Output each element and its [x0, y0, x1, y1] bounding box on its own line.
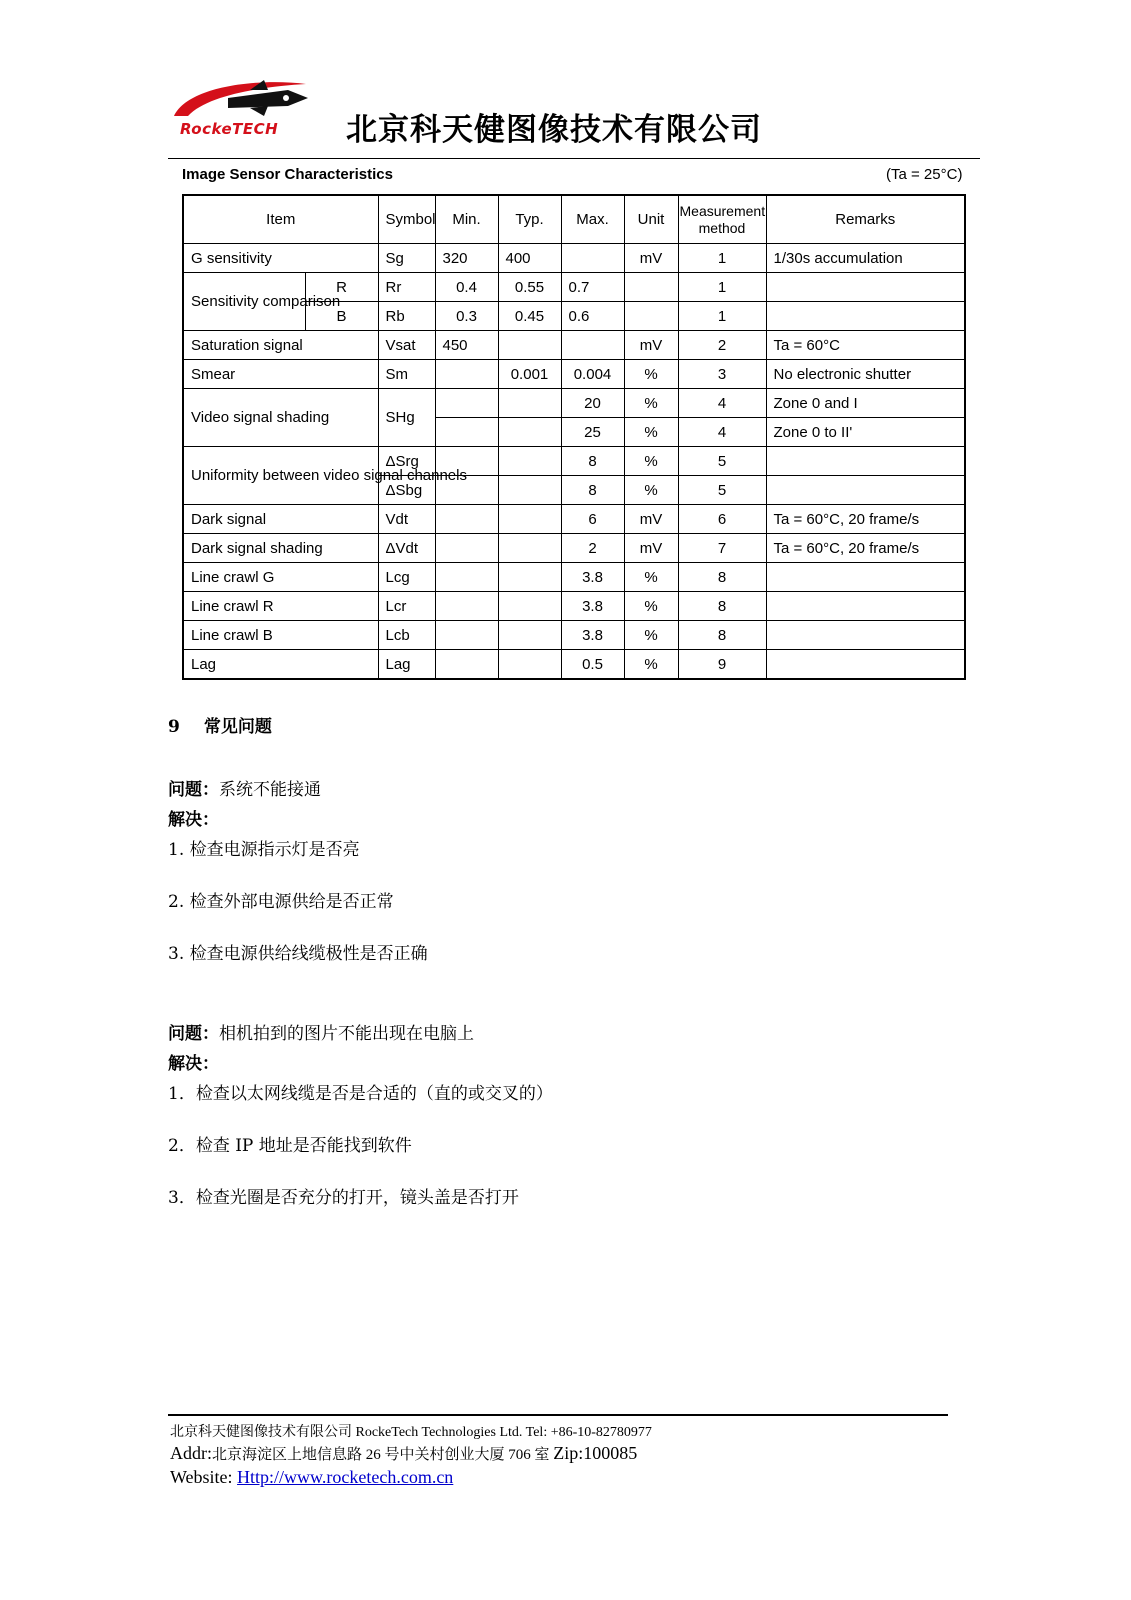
footer-address: Addr:北京海淀区上地信息路 26 号中关村创业大厦 706 室 Zip:100085	[170, 1443, 638, 1463]
table-row: Smear Sm 0.001 0.004 % 3 No electronic shutter	[183, 360, 965, 389]
col-typ: Typ.	[498, 195, 561, 244]
table-row: Line crawl R Lcr 3.8 % 8	[183, 592, 965, 621]
table-row: ΔSbg 8 % 5	[183, 476, 965, 505]
question-2: 问题：相机拍到的图片不能出现在电脑上	[168, 1024, 474, 1044]
list-item: 3. 检查电源供给线缆极性是否正确	[168, 944, 428, 964]
list-item: 1．检查以太网线缆是否是合适的（直的或交叉的）	[168, 1084, 553, 1104]
table-row: B Rb 0.3 0.45 0.6 1	[183, 302, 965, 331]
table-row: 25 % 4 Zone 0 to II'	[183, 418, 965, 447]
page-header	[168, 76, 980, 158]
table-row: Dark signal Vdt 6 mV 6 Ta = 60°C, 20 frame/s	[183, 505, 965, 534]
table-row: Dark signal shading ΔVdt 2 mV 7 Ta = 60°C, 20 frame/s	[183, 534, 965, 563]
section-title: 常见问题	[203, 717, 272, 737]
col-symbol: Symbol	[378, 195, 435, 244]
col-item: Item	[183, 195, 378, 244]
col-min: Min.	[435, 195, 498, 244]
solution-2-label: 解决：	[168, 1054, 219, 1074]
list-item: 2. 检查外部电源供给是否正常	[168, 892, 394, 912]
list-item: 2．检查 IP 地址是否能找到软件	[168, 1136, 412, 1156]
table-row: Lag Lag 0.5 % 9	[183, 650, 965, 680]
list-item: 3．检查光圈是否充分的打开，镜头盖是否打开	[168, 1188, 519, 1208]
footer-company: 北京科天健图像技术有限公司 RockeTech Technologies Ltd. Tel: +86-10-82780977	[170, 1425, 652, 1440]
col-remarks: Remarks	[766, 195, 965, 244]
table-row: G sensitivity Sg 320 400 mV 1 1/30s accumulation	[183, 244, 965, 273]
table-header-row	[183, 195, 965, 244]
question-1: 问题：系统不能接通	[168, 780, 321, 800]
col-unit: Unit	[624, 195, 678, 244]
table-condition: (Ta = 25°C)	[886, 166, 963, 183]
table-title: Image Sensor Characteristics	[182, 166, 393, 183]
company-title: 北京科天健图像技术有限公司	[346, 112, 762, 148]
sensor-characteristics-table	[182, 194, 966, 680]
logo-text: RockeTECH	[180, 120, 279, 138]
section-heading	[168, 712, 272, 737]
table-row: Line crawl G Lcg 3.8 % 8	[183, 563, 965, 592]
section-number: 9	[168, 717, 180, 737]
col-max: Max.	[561, 195, 624, 244]
table-row: Video signal shading SHg 20 % 4 Zone 0 and I	[183, 389, 965, 418]
footer-website: Website: Http://www.rocketech.com.cn	[170, 1467, 454, 1487]
table-row: Saturation signal Vsat 450 mV 2 Ta = 60°C	[183, 331, 965, 360]
list-item: 1. 检查电源指示灯是否亮	[168, 840, 360, 860]
table-row: Line crawl B Lcb 3.8 % 8	[183, 621, 965, 650]
footer-divider	[168, 1414, 948, 1416]
table-row: Uniformity between video signal channels ΔSrg 8 % 5	[183, 447, 965, 476]
website-link[interactable]: Http://www.rocketech.com.cn	[237, 1467, 454, 1487]
table-row: Sensitivity comparison R Rr 0.4 0.55 0.7 1	[183, 273, 965, 302]
header-divider	[168, 158, 980, 159]
col-method: Measurement method	[678, 195, 766, 244]
solution-1-label: 解决：	[168, 810, 219, 830]
